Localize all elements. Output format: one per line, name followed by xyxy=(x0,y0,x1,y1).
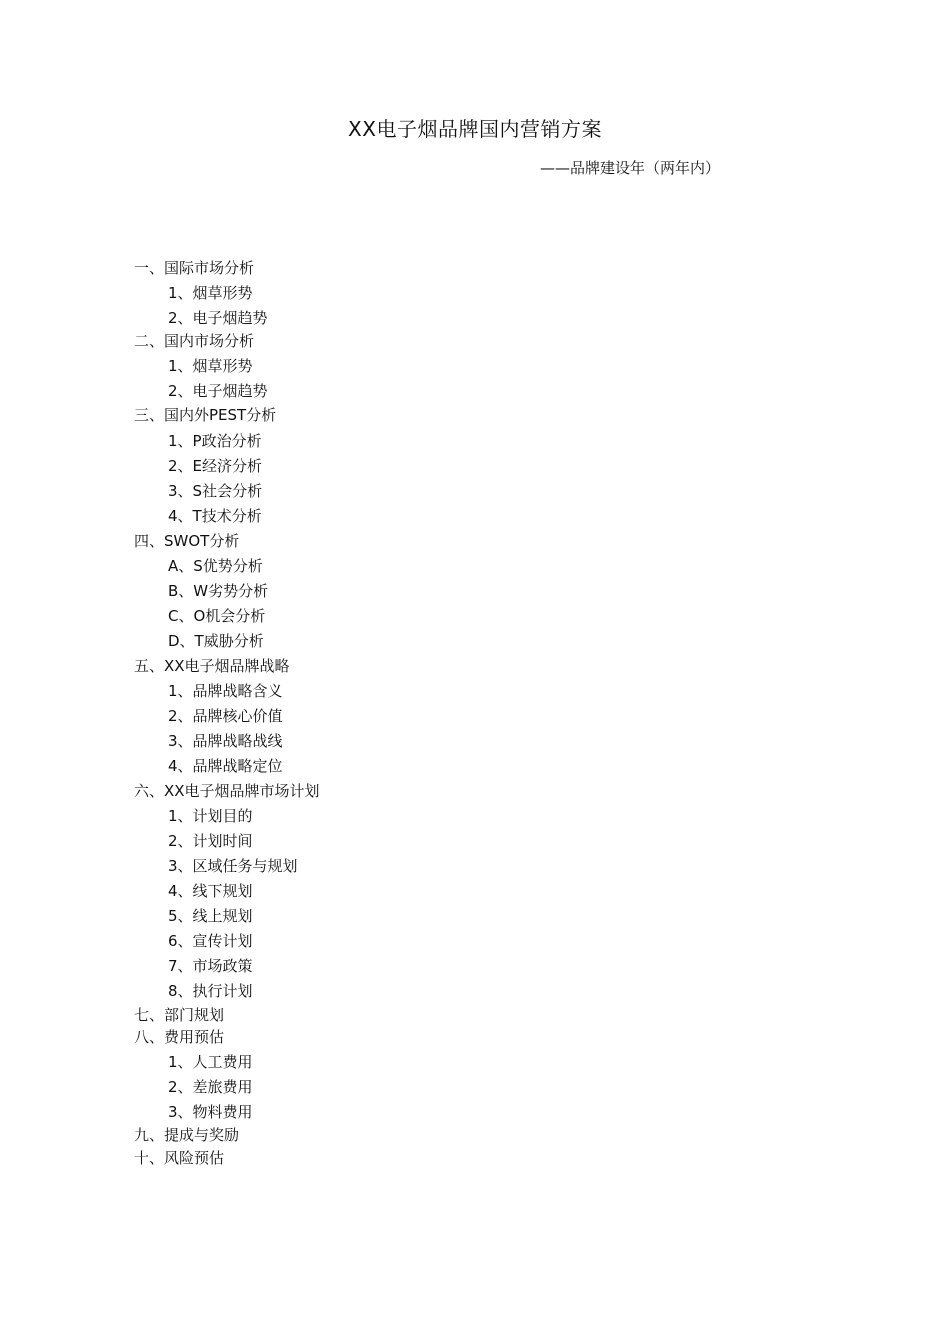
toc-subsection-3-1: 1、P政治分析 xyxy=(168,432,262,450)
toc-subsection-4-1: A、S优势分析 xyxy=(168,557,263,575)
toc-section-6: 六、XX电子烟品牌市场计划 xyxy=(134,782,320,800)
toc-subsection-5-2: 2、品牌核心价值 xyxy=(168,707,283,725)
toc-subsection-2-1: 1、烟草形势 xyxy=(168,357,253,375)
toc-subsection-4-2: B、W劣势分析 xyxy=(168,582,269,600)
toc-subsection-5-3: 3、品牌战略战线 xyxy=(168,732,283,750)
toc-subsection-2-2: 2、电子烟趋势 xyxy=(168,382,268,400)
toc-subsection-4-4: D、T威胁分析 xyxy=(168,632,264,650)
toc-subsection-5-1: 1、品牌战略含义 xyxy=(168,682,283,700)
toc-section-5: 五、XX电子烟品牌战略 xyxy=(134,657,290,675)
toc-subsection-3-4: 4、T技术分析 xyxy=(168,507,262,525)
toc-section-4: 四、SWOT分析 xyxy=(134,532,240,550)
toc-section-2: 二、国内市场分析 xyxy=(134,332,255,350)
document-subtitle: ——品牌建设年（两年内） xyxy=(540,159,721,177)
toc-subsection-6-5: 5、线上规划 xyxy=(168,907,253,925)
toc-section-8: 八、费用预估 xyxy=(134,1028,225,1046)
document-title: XX电子烟品牌国内营销方案 xyxy=(348,117,602,141)
toc-subsection-4-3: C、O机会分析 xyxy=(168,607,266,625)
toc-subsection-6-6: 6、宣传计划 xyxy=(168,932,253,950)
toc-subsection-3-2: 2、E经济分析 xyxy=(168,457,263,475)
toc-subsection-1-2: 2、电子烟趋势 xyxy=(168,309,268,327)
toc-subsection-8-2: 2、差旅费用 xyxy=(168,1078,253,1096)
toc-subsection-1-1: 1、烟草形势 xyxy=(168,284,253,302)
toc-subsection-8-1: 1、人工费用 xyxy=(168,1053,253,1071)
toc-section-9: 九、提成与奖励 xyxy=(134,1126,240,1144)
toc-subsection-6-3: 3、区域任务与规划 xyxy=(168,857,298,875)
toc-section-3: 三、国内外PEST分析 xyxy=(134,406,277,424)
toc-subsection-6-1: 1、计划目的 xyxy=(168,807,253,825)
toc-subsection-5-4: 4、品牌战略定位 xyxy=(168,757,283,775)
toc-subsection-6-4: 4、线下规划 xyxy=(168,882,253,900)
toc-subsection-6-2: 2、计划时间 xyxy=(168,832,253,850)
toc-subsection-8-3: 3、物料费用 xyxy=(168,1103,253,1121)
toc-section-7: 七、部门规划 xyxy=(134,1006,225,1024)
toc-subsection-6-7: 7、市场政策 xyxy=(168,957,253,975)
toc-section-10: 十、风险预估 xyxy=(134,1149,225,1167)
toc-section-1: 一、国际市场分析 xyxy=(134,259,255,277)
toc-subsection-3-3: 3、S社会分析 xyxy=(168,482,263,500)
toc-subsection-6-8: 8、执行计划 xyxy=(168,982,253,1000)
